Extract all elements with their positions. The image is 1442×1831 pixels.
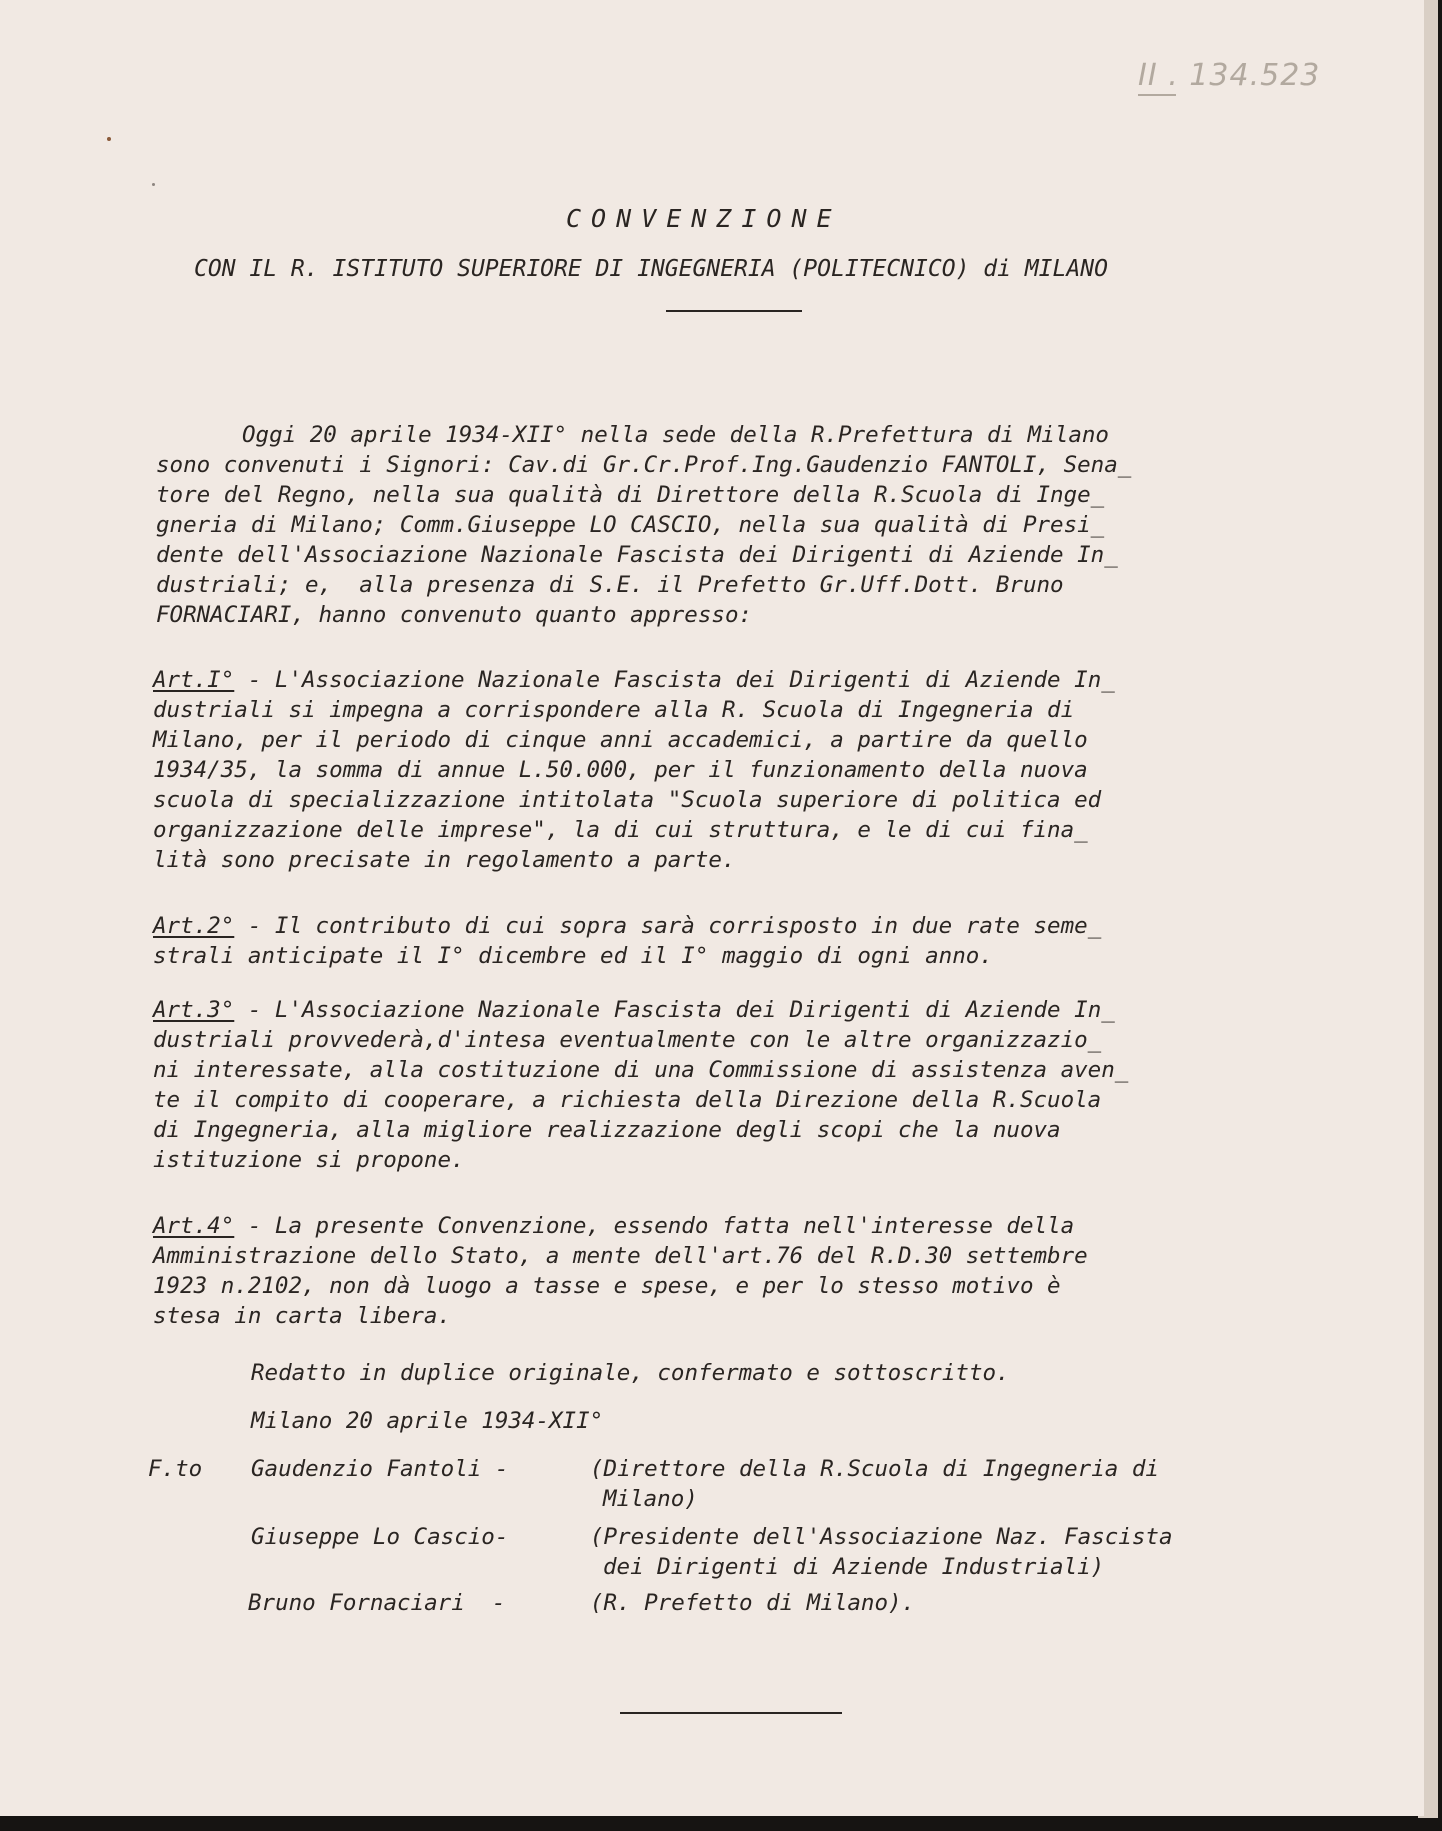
paper-speck [107, 137, 111, 141]
document-subtitle: CON IL R. ISTITUTO SUPERIORE DI INGEGNERIA (POLITECNICO) di MILANO [194, 256, 1108, 282]
article-1-line: Milano, per il periodo di cinque anni accademici, a partire da quello [153, 727, 1088, 753]
signatory-role: Milano) [603, 1486, 698, 1512]
article-1-text: - L'Associazione Nazionale Fascista dei Dirigenti di Aziende In_ [234, 667, 1115, 693]
article-3-line: di Ingegneria, alla migliore realizzazione degli scopi che la nuova [153, 1117, 1061, 1143]
article-4-first-line [153, 1213, 1074, 1239]
preamble-line: tore del Regno, nella sua qualità di Direttore della R.Scuola di Inge_ [156, 482, 1105, 508]
article-2-label: Art.2° [153, 913, 235, 939]
paper-speck [152, 183, 155, 186]
preamble-line: dustriali; e, alla presenza di S.E. il Prefetto Gr.Uff.Dott. Bruno [156, 572, 1064, 598]
preamble-line: Oggi 20 aprile 1934-XII° nella sede della R.Prefettura di Milano [242, 422, 1109, 448]
article-3-line: te il compito di cooperare, a richiesta della Direzione della R.Scuola [153, 1087, 1102, 1113]
article-4-line: Amministrazione dello Stato, a mente dell'art.76 del R.D.30 settembre [153, 1243, 1088, 1269]
preamble-line: FORNACIARI, hanno convenuto quanto appresso: [156, 602, 753, 628]
article-3-line: dustriali provvederà,d'intesa eventualmente con le altre organizzazio_ [153, 1027, 1102, 1053]
article-3-label: Art.3° [153, 997, 235, 1023]
title-rule [666, 310, 802, 312]
article-4-line: stesa in carta libera. [153, 1303, 452, 1329]
signatory-name: Giuseppe Lo Cascio- [251, 1524, 509, 1550]
signatory-name: Bruno Fornaciari - [248, 1590, 506, 1616]
article-1-first-line [153, 667, 1115, 693]
signed-prefix: F.to [148, 1456, 203, 1482]
article-2-line: strali anticipate il I° dicembre ed il I° maggio di ogni anno. [153, 943, 993, 969]
archive-number: II . 134.523 [1138, 58, 1321, 93]
closing-rule [620, 1712, 842, 1714]
article-1-line: scuola di specializzazione intitolata "Scuola superiore di politica ed [153, 787, 1102, 813]
article-4-line: 1923 n.2102, non dà luogo a tasse e spese, e per lo stesso motivo è [153, 1273, 1061, 1299]
signatory-name: Gaudenzio Fantoli - [251, 1456, 509, 1482]
article-2-first-line [153, 913, 1101, 939]
signatory-role: dei Dirigenti di Aziende Industriali) [603, 1554, 1105, 1580]
signatory-role: (Presidente dell'Associazione Naz. Fascista [590, 1524, 1173, 1550]
article-1-line: organizzazione delle imprese", la di cui struttura, e le di cui fina_ [153, 817, 1088, 843]
article-2-text: - Il contributo di cui sopra sarà corrisposto in due rate seme_ [234, 913, 1102, 939]
article-1-label: Art.I° [153, 667, 235, 693]
article-3-first-line [153, 997, 1115, 1023]
article-3-text: - L'Associazione Nazionale Fascista dei Dirigenti di Aziende In_ [234, 997, 1115, 1023]
article-4-label: Art.4° [153, 1213, 235, 1239]
closing-statement: Redatto in duplice originale, confermato e sottoscritto. [251, 1360, 1010, 1386]
preamble-line: gneria di Milano; Comm.Giuseppe LO CASCIO, nella sua qualità di Presi_ [156, 512, 1105, 538]
article-1-line: dustriali si impegna a corrispondere alla R. Scuola di Ingegneria di [153, 697, 1075, 723]
article-3-line: ni interessate, alla costituzione di una Commissione di assistenza aven_ [153, 1057, 1129, 1083]
place-and-date: Milano 20 aprile 1934-XII° [251, 1408, 604, 1434]
preamble-line: dente dell'Associazione Nazionale Fascista dei Dirigenti di Aziende In_ [156, 542, 1118, 568]
article-3-line: istituzione si propone. [153, 1147, 465, 1173]
signatory-role: (R. Prefetto di Milano). [590, 1590, 916, 1616]
document-title: CONVENZIONE [566, 204, 842, 233]
archive-number-underline [1138, 94, 1176, 96]
signatory-role: (Direttore della R.Scuola di Ingegneria di [590, 1456, 1159, 1482]
article-1-line: lità sono precisate in regolamento a parte. [153, 847, 736, 873]
preamble-line: sono convenuti i Signori: Cav.di Gr.Cr.Prof.Ing.Gaudenzio FANTOLI, Sena_ [156, 452, 1132, 478]
article-4-text: - La presente Convenzione, essendo fatta nell'interesse della [234, 1213, 1075, 1239]
article-1-line: 1934/35, la somma di annue L.50.000, per il funzionamento della nuova [153, 757, 1088, 783]
archive-number-annotation [1138, 58, 1320, 93]
